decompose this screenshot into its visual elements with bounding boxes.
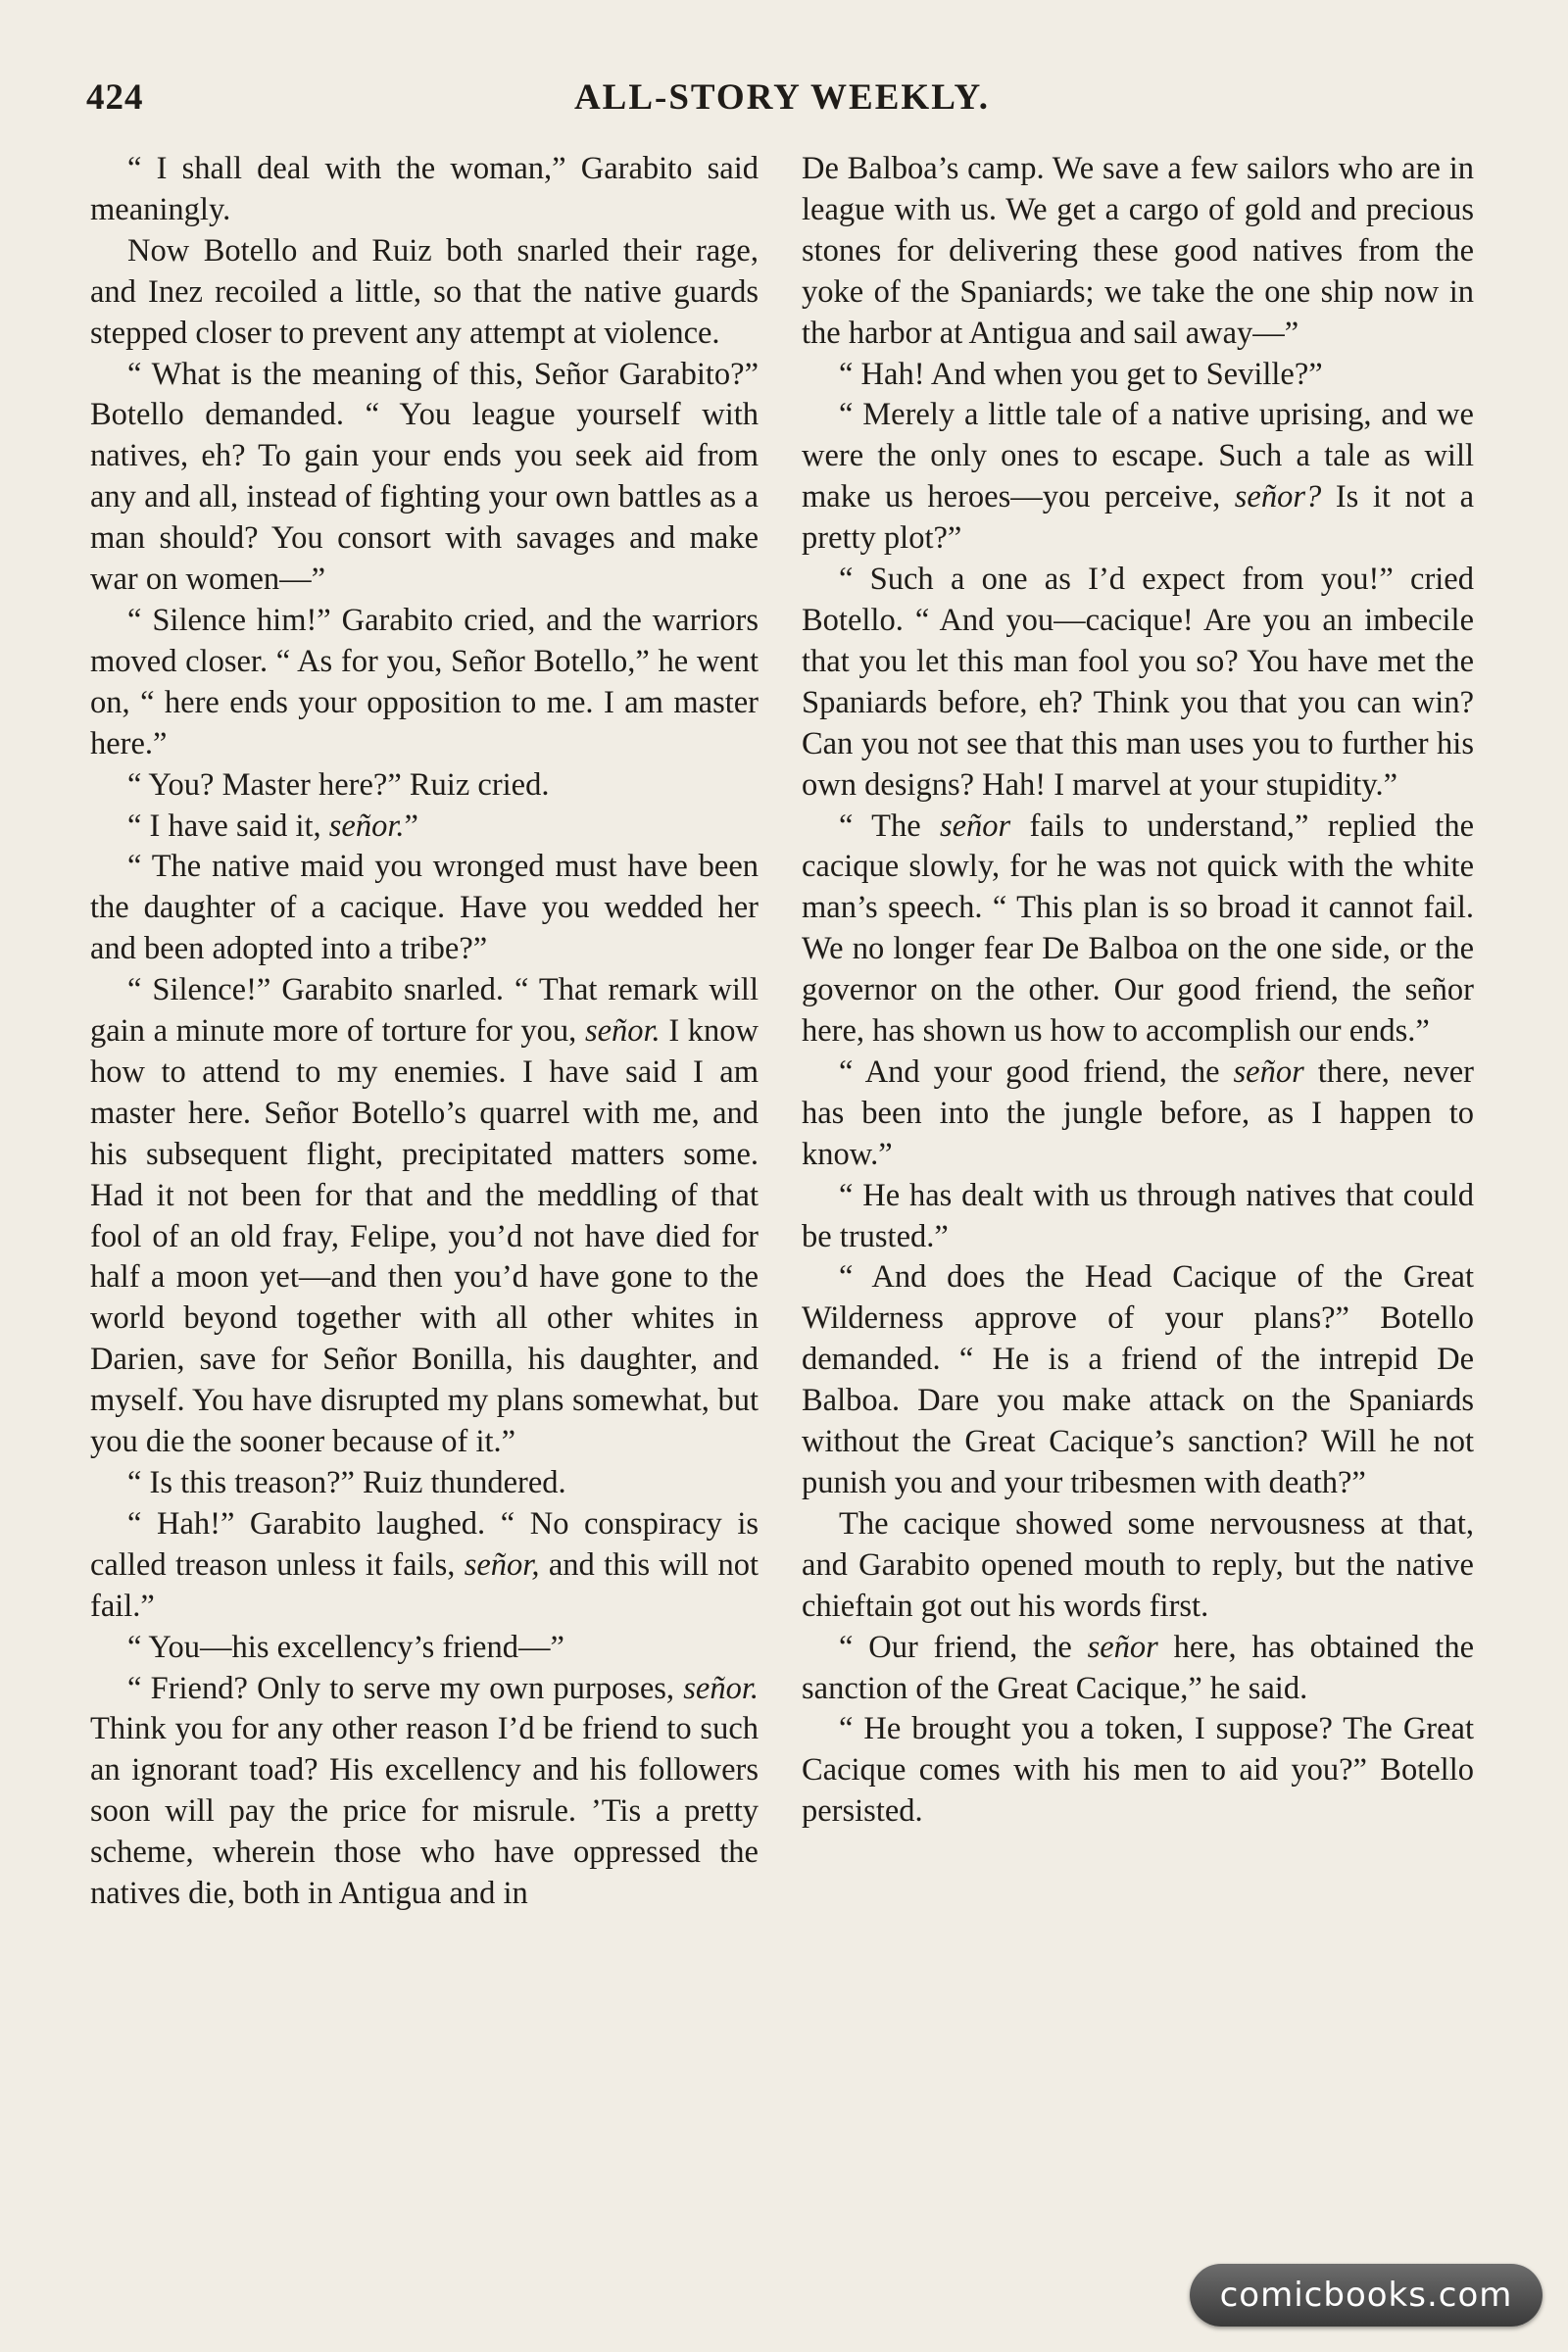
watermark-badge: comicbooks.com [1190,2264,1543,2327]
paragraph: “ I have said it, señor.” [127,808,418,844]
paragraph: “ The señor fails to understand,” replied the cacique slowly, for he was not quick with the white man’s speech. “ This plan is so broad it cannot fail. We no longer fear De Balboa on the one side, or the governor on the other. Our good friend, the señor here, has shown us how to accomplish our ends.” [802,808,1474,1050]
paragraph: “ Our friend, the señor here, has obtained the sanction of the Great Cacique,” he said. [802,1629,1474,1706]
paragraph: “ He brought you a token, I suppose? The Great Cacique comes with his men to aid you?” Botello persisted. [802,1711,1474,1830]
paragraph: “ You? Master here?” Ruiz cried. [127,766,550,803]
page-header [86,76,1478,125]
paragraph: “ I shall deal with the woman,” Garabito said meaningly. [90,151,759,227]
right-column [802,149,1474,1833]
paragraph: Now Botello and Ruiz both snarled their rage, and Inez recoiled a little, so that the native guards stepped closer to prevent any attempt at violence. [90,232,759,351]
paragraph: De Balboa’s camp. We save a few sailors who are in league with us. We get a cargo of gold and precious stones for delivering these good natives from the yoke of the Spaniards; we take the one ship now in the harbor at Antigua and sail away—” [802,151,1474,351]
paragraph: “ Is this treason?” Ruiz thundered. [127,1465,566,1500]
paragraph: “ And does the Head Cacique of the Great Wilderness approve of your plans?” Botello demanded. “ He is a friend of the intrepid De Balboa. Dare you make attack on the Spaniards without the Great Cacique’s sanction? Will he not punish you and your tribesmen with death?” [802,1259,1474,1500]
paragraph: “ Hah!” Garabito laughed. “ No conspiracy is called treason unless it fails, señor, and this will not fail.” [90,1505,759,1624]
left-column [90,149,759,1915]
paragraph: “ Silence!” Garabito snarled. “ That remark will gain a minute more of torture for you, señor. I know how to attend to my enemies. I have said I am master here. Señor Botello’s quarrel with me, and his subsequent flight, precipitated matters some. Had it not been for that and the meddling of that fool of an old fray, Felipe, you’d not have died for half a moon yet—and then you’d have gone to the world beyond together with all other whites in Darien, save for Señor Bonilla, his daughter, and myself. You have disrupted my plans somewhat, but you die the sooner because of it.” [90,972,759,1460]
paragraph: “ The native maid you wronged must have been the daughter of a cacique. Have you wedded her and been adopted into a tribe?” [90,849,759,967]
paragraph: The cacique showed some nervousness at that, and Garabito opened mouth to reply, but the native chieftain got out his words first. [802,1505,1474,1624]
paragraph: “ Silence him!” Garabito cried, and the warriors moved closer. “ As for you, Señor Botello,” he went on, “ here ends your opposition to me. I am master here.” [90,602,759,761]
paragraph: “ Merely a little tale of a native uprising, and we were the only ones to escape. Such a tale as will make us heroes—you perceive, señor? Is it not a pretty plot?” [802,397,1474,557]
page-number: 424 [86,77,144,118]
paragraph: “ Such a one as I’d expect from you!” cried Botello. “ And you—cacique! Are you an imbecile that you let this man fool you so? You have met the Spaniards before, eh? Think you that you can win? Can you not see that this man uses you to further his own designs? Hah! I marvel at your stupidity.” [802,562,1474,803]
paragraph: “ And your good friend, the señor there, never has been into the jungle before, as I happen to know.” [802,1054,1474,1172]
paragraph: “ What is the meaning of this, Señor Garabito?” Botello demanded. “ You league yourself with natives, eh? To gain your ends you seek aid from any and all, instead of fighting your own battles as a man should? You consort with savages and make war on women—” [90,356,759,598]
paragraph: “ He has dealt with us through natives that could be trusted.” [802,1177,1474,1254]
paragraph: “ You—his excellency’s friend—” [127,1629,564,1665]
paragraph: “ Friend? Only to serve my own purposes, señor. Think you for any other reason I’d be friend to such an ignorant toad? His excellency and his followers soon will pay the price for misrule. ’Tis a pretty scheme, wherein those who have oppressed the natives die, both in Antigua and in [90,1670,759,1912]
running-title: ALL-STORY WEEKLY. [573,77,991,118]
paragraph: “ Hah! And when you get to Seville?” [839,356,1323,392]
